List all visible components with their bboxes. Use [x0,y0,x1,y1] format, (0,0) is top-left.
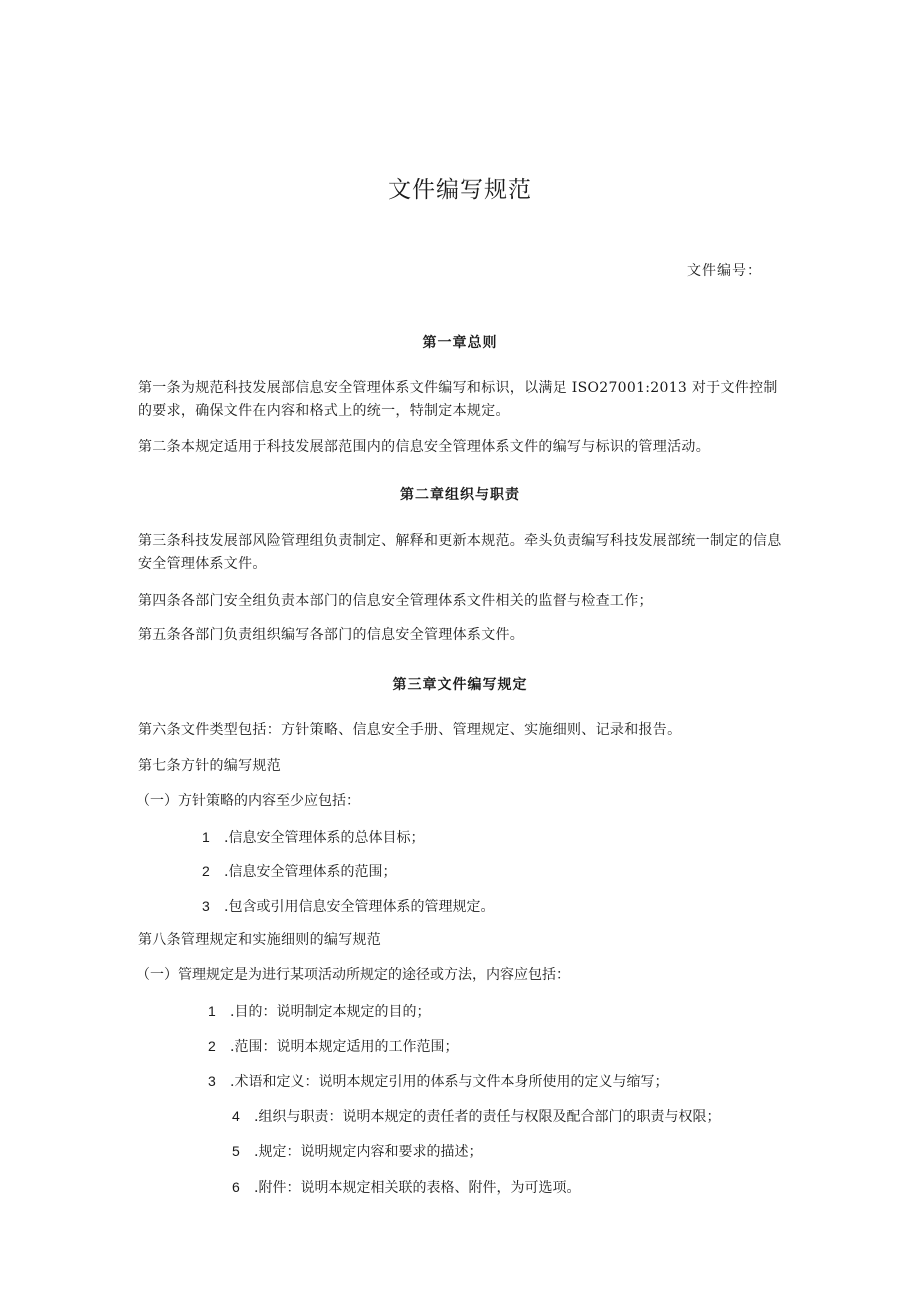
list-item [202,896,494,917]
list-item-text: .附件：说明本规定相关联的表格、附件，为可选项。 [254,1180,581,1196]
list-item [208,1001,430,1022]
article-8-subsection: （一）管理规定是为进行某项活动所规定的途径或方法，内容应包括： [136,967,570,983]
list-item [232,1141,482,1162]
list-item-text: .目的：说明制定本规定的目的； [230,1004,431,1020]
list-item-text: .信息安全管理体系的总体目标； [224,830,425,846]
list-item-number: 2 [202,863,210,879]
chapter-heading-2: 第二章组织与职责 [400,487,520,503]
list-item-text: .规定：说明规定内容和要求的描述； [254,1144,483,1160]
document-number-label: 文件编号： [687,263,762,279]
list-item-text: .组织与职责：说明本规定的责任者的责任与权限及配合部门的职责与权限； [254,1109,721,1125]
article-3: 第三条科技发展部风险管理组负责制定、解释和更新本规范。牵头负责编写科技发展部统一制定的信息安全管理体系文件。 [138,533,782,572]
list-item-text: .范围：说明本规定适用的工作范围； [230,1039,459,1055]
list-item [202,861,396,882]
document-title: 文件编写规范 [388,177,532,203]
article-7-subsection: （一）方针策略的内容至少应包括： [136,793,360,809]
article-1: 第一条为规范科技发展部信息安全管理体系文件编写和标识，以满足 ISO27001:2013 对于文件控制的要求，确保文件在内容和格式上的统一，特制定本规定。 [138,380,778,419]
list-item [202,827,424,848]
list-item-number: 4 [232,1108,240,1124]
list-item-number: 3 [208,1073,216,1089]
list-item-text: .信息安全管理体系的范围； [224,864,397,880]
list-item-number: 1 [202,829,210,845]
list-item-text: .包含或引用信息安全管理体系的管理规定。 [224,899,495,915]
list-item [208,1036,458,1057]
list-item-number: 1 [208,1003,216,1019]
list-item-text: .术语和定义：说明本规定引用的体系与文件本身所使用的定义与缩写； [230,1074,669,1090]
list-item-number: 3 [202,898,210,914]
article-4: 第四条各部门安全组负责本部门的信息安全管理体系文件相关的监督与检查工作； [138,593,653,609]
article-2: 第二条本规定适用于科技发展部范围内的信息安全管理体系文件的编写与标识的管理活动。 [138,439,710,455]
list-item [232,1106,720,1127]
article-6: 第六条文件类型包括：方针策略、信息安全手册、管理规定、实施细则、记录和报告。 [138,722,682,738]
article-8: 第八条管理规定和实施细则的编写规范 [138,932,382,948]
list-item [232,1177,580,1198]
article-5: 第五条各部门负责组织编写各部门的信息安全管理体系文件。 [138,627,525,643]
list-item-number: 6 [232,1179,240,1195]
list-item-number: 5 [232,1143,240,1159]
list-item-number: 2 [208,1038,216,1054]
article-7: 第七条方针的编写规范 [138,758,281,774]
list-item [208,1071,668,1092]
chapter-heading-1: 第一章总则 [422,335,498,351]
chapter-heading-3: 第三章文件编写规定 [392,677,528,693]
